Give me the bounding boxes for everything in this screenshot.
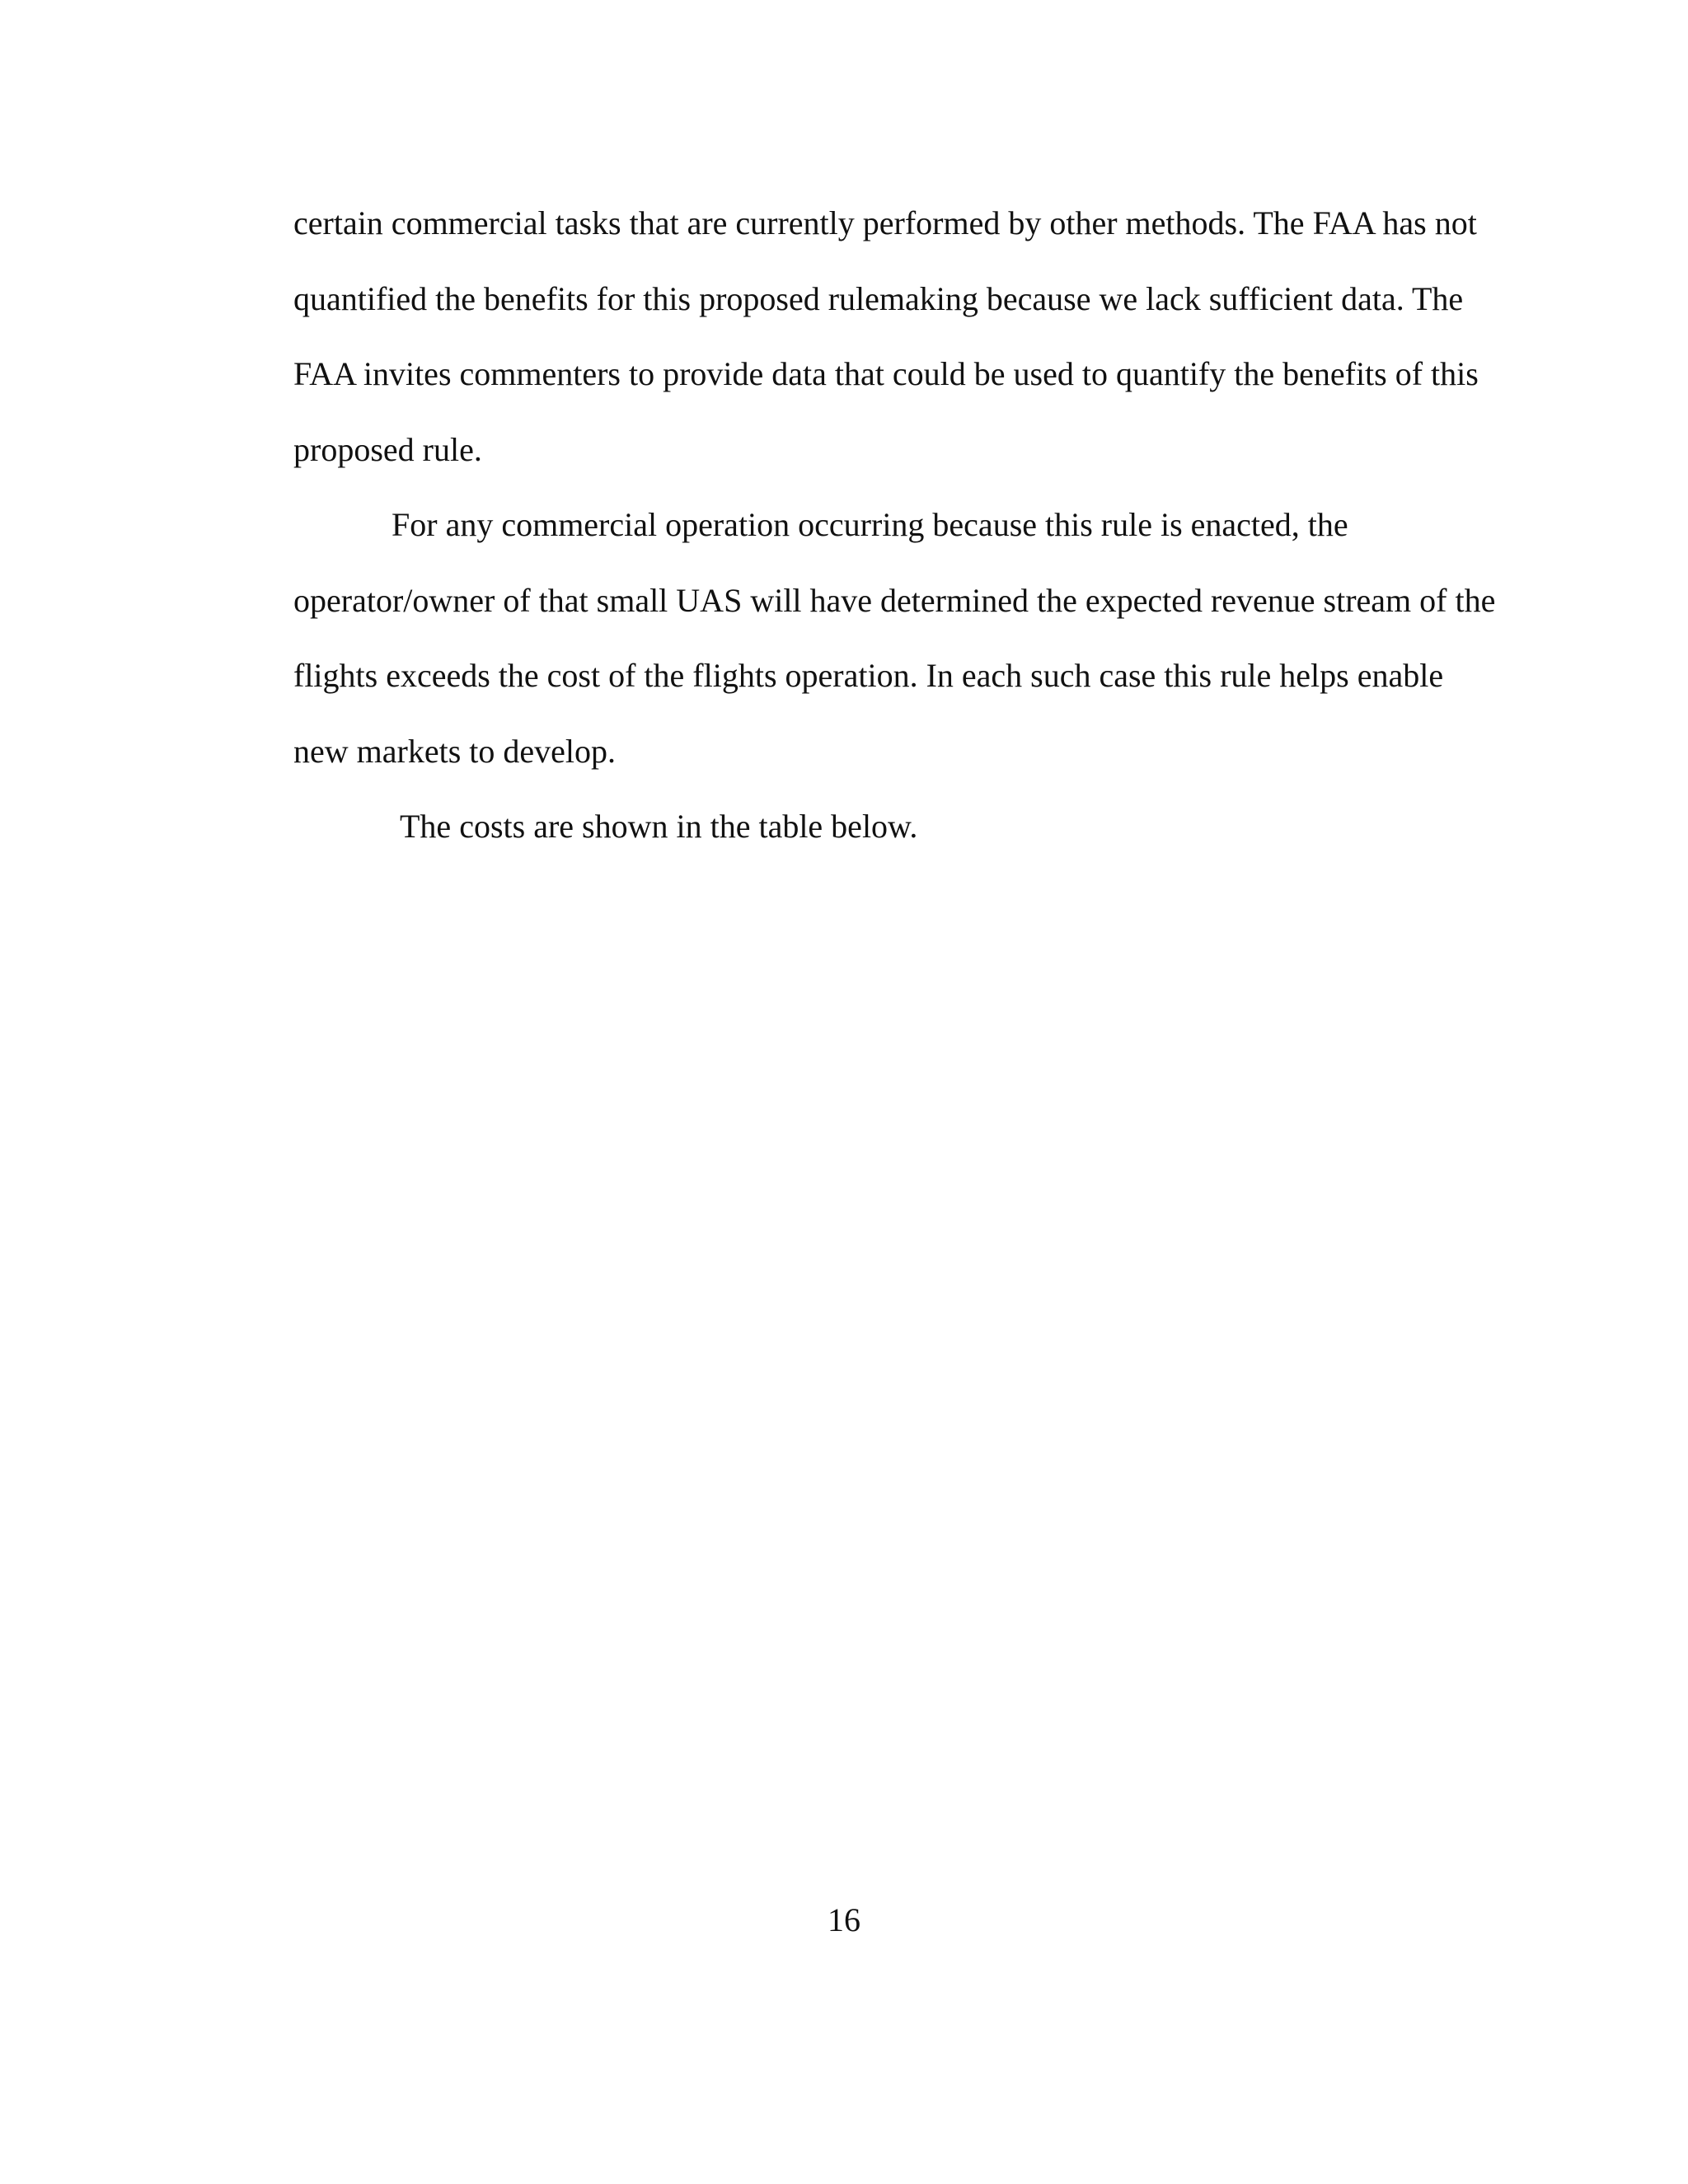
text-line: operator/owner of that small UAS will have determined the expected revenue stream of the [293,581,1496,619]
page-number: 16 [828,1901,860,1938]
text-line: flights exceeds the cost of the flights operation. In each such case this rule helps enable [293,657,1444,694]
text-line: For any commercial operation occurring because this rule is enacted, the [392,506,1348,543]
text-line: certain commercial tasks that are currently performed by other methods. The FAA has not [293,204,1477,241]
paragraph-benefits [293,185,1493,487]
text-line: The costs are shown in the table below. [400,808,918,845]
text-line: proposed rule. [293,430,482,468]
paragraph-costs [293,789,1493,865]
text-line: quantified the benefits for this proposed rulemaking because we lack sufficient data. The [293,279,1464,317]
body-text [293,185,1496,865]
text-line: FAA invites commenters to provide data that could be used to quantify the benefits of this [293,355,1479,392]
paragraph-commercial-operation [293,487,1496,789]
text-line: new markets to develop. [293,732,616,770]
